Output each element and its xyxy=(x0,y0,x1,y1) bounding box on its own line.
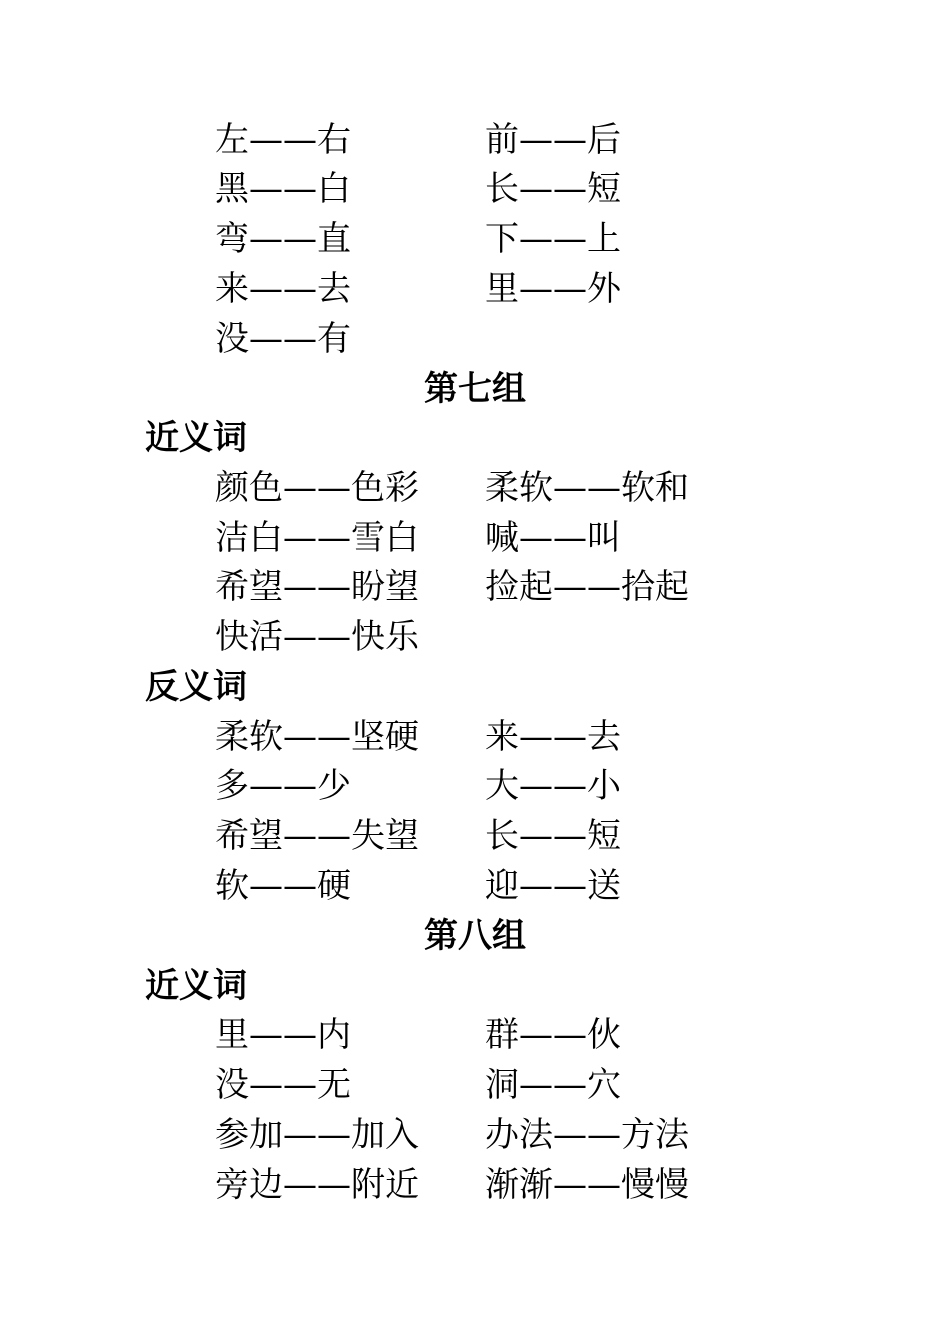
word-pair: 软——硬 xyxy=(215,866,351,906)
word-pair: 来——去 xyxy=(485,717,621,757)
word-pair: 参加——加入 xyxy=(215,1115,419,1155)
word-pair: 大——小 xyxy=(485,766,621,806)
word-pair: 旁边——附近 xyxy=(215,1165,419,1205)
word-pair: 颜色——色彩 xyxy=(215,468,419,508)
group-title: 第八组 xyxy=(424,916,526,956)
word-pair: 里——内 xyxy=(215,1015,351,1055)
word-pair: 办法——方法 xyxy=(485,1115,689,1155)
word-pair: 来——去 xyxy=(215,269,351,309)
word-pair: 长——短 xyxy=(485,169,621,209)
word-pair: 群——伙 xyxy=(485,1015,621,1055)
word-pair: 前——后 xyxy=(485,120,621,160)
word-pair: 快活——快乐 xyxy=(215,617,419,657)
word-pair: 捡起——拾起 xyxy=(485,567,689,607)
section-label-antonyms: 反义词 xyxy=(145,667,247,707)
word-pair: 迎——送 xyxy=(485,866,621,906)
word-pair: 黑——白 xyxy=(215,169,351,209)
word-pair: 洞——穴 xyxy=(485,1065,621,1105)
section-label-synonyms: 近义词 xyxy=(145,418,247,458)
word-pair: 柔软——软和 xyxy=(485,468,689,508)
word-pair: 长——短 xyxy=(485,816,621,856)
word-pair: 弯——直 xyxy=(215,219,351,259)
word-pair: 喊——叫 xyxy=(485,518,621,558)
word-pair: 希望——盼望 xyxy=(215,567,419,607)
word-pair: 左——右 xyxy=(215,120,351,160)
group-title: 第七组 xyxy=(424,369,526,409)
word-pair: 柔软——坚硬 xyxy=(215,717,419,757)
word-pair: 没——有 xyxy=(215,319,351,359)
word-pair: 下——上 xyxy=(485,219,621,259)
word-pair: 希望——失望 xyxy=(215,816,419,856)
word-pair: 里——外 xyxy=(485,269,621,309)
word-pair: 多——少 xyxy=(215,766,351,806)
word-pair: 渐渐——慢慢 xyxy=(485,1165,689,1205)
word-pair: 洁白——雪白 xyxy=(215,518,419,558)
word-pair: 没——无 xyxy=(215,1065,351,1105)
section-label-synonyms: 近义词 xyxy=(145,966,247,1006)
